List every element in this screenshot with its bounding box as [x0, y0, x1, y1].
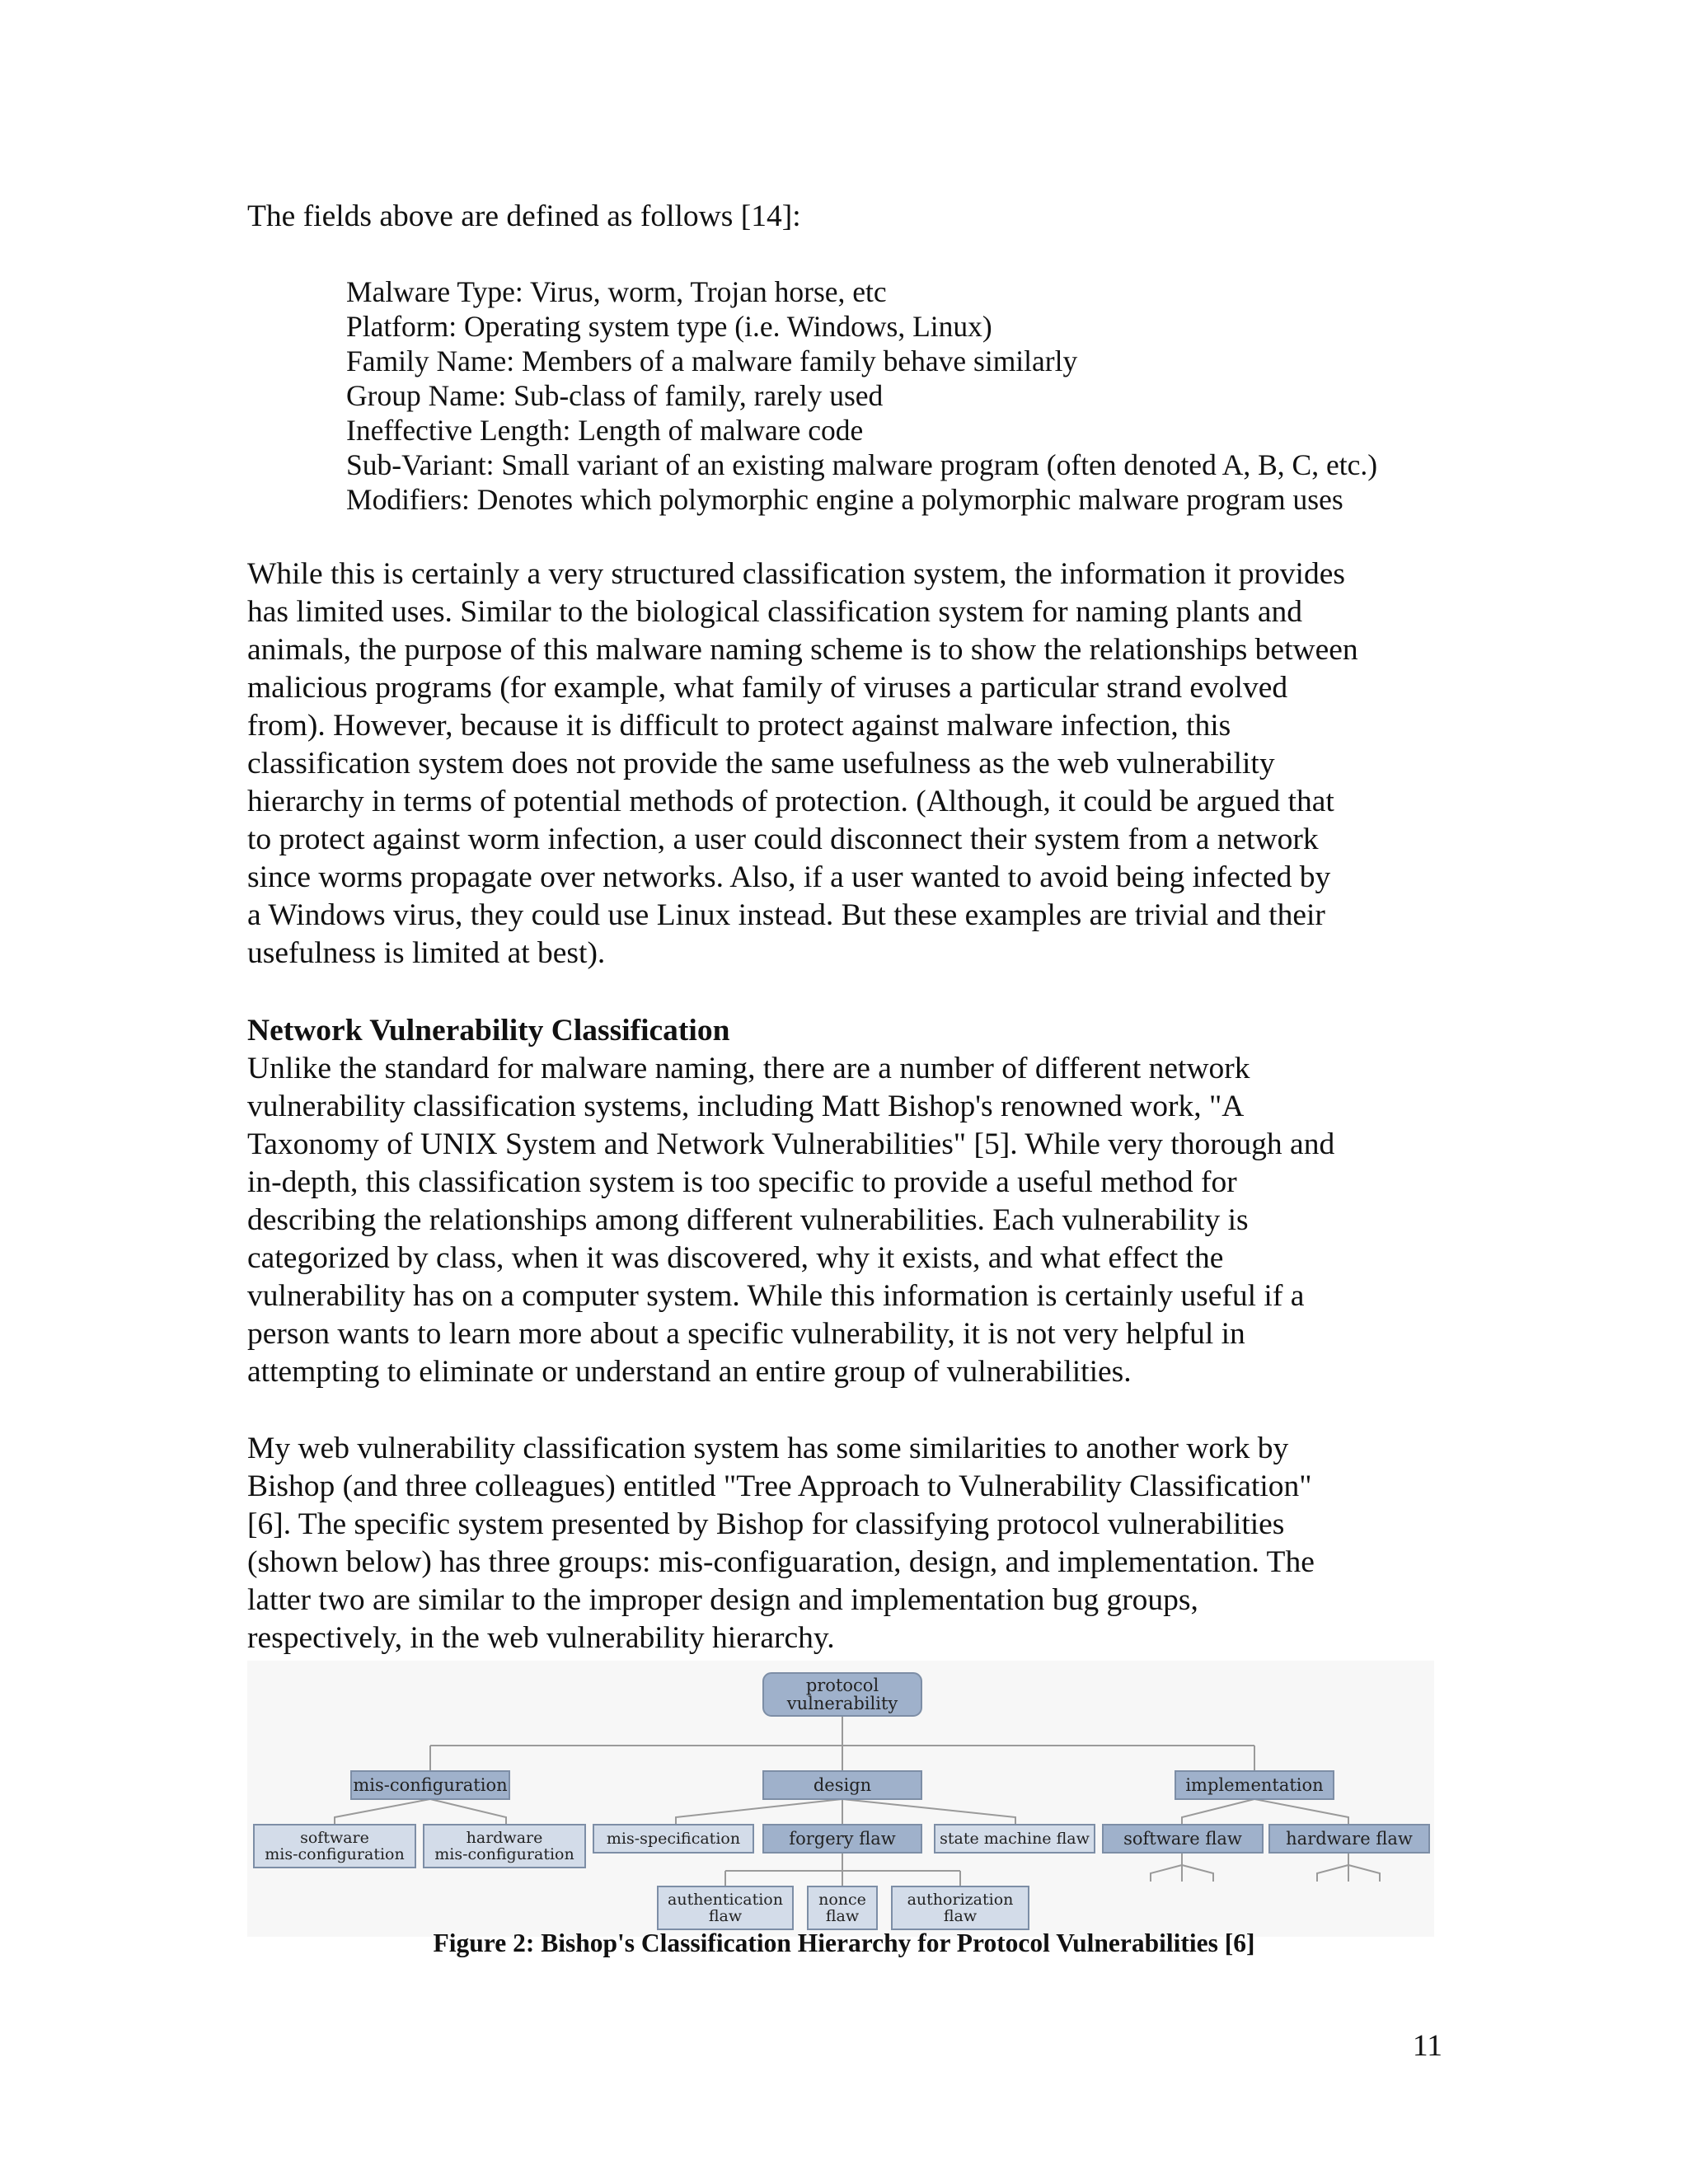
- node-label: mis-specification: [606, 1830, 741, 1848]
- text-line: from). However, because it is difficult to protect against malware infection, this: [247, 709, 1231, 743]
- node-software-mis-configuration: [254, 1825, 415, 1868]
- text-line: a Windows virus, they could use Linux instead. But these examples are trivial and their: [247, 898, 1325, 932]
- text-line: Unlike the standard for malware naming, there are a number of different network: [247, 1052, 1250, 1085]
- tree-diagram: [247, 1661, 1434, 1937]
- node-hardware-flaw: [1269, 1825, 1429, 1853]
- text-line: classification system does not provide the same usefulness as the web vulnerability: [247, 747, 1275, 780]
- node-label: implementation: [1185, 1775, 1324, 1795]
- node-state-machine-flaw: [935, 1825, 1095, 1853]
- text-line: describing the relationships among different vulnerabilities. Each vulnerability is: [247, 1203, 1249, 1237]
- node-label: authorization: [907, 1891, 1014, 1909]
- text-line: attempting to eliminate or understand an entire group of vulnerabilities.: [247, 1355, 1132, 1389]
- text-line: latter two are similar to the improper design and implementation bug groups,: [247, 1583, 1198, 1617]
- edge-software-flaw-stub: [1151, 1853, 1213, 1882]
- node-label: mis-configuration: [353, 1775, 508, 1795]
- node-authentication-flaw: [658, 1886, 793, 1929]
- text-line: hierarchy in terms of potential methods of protection. (Although, it could be argued that: [247, 785, 1334, 818]
- section-heading: Network Vulnerability Classification: [247, 1014, 730, 1047]
- edge-forgery-children: [725, 1853, 960, 1886]
- node-nonce-flaw: [808, 1886, 877, 1929]
- node-label: flaw: [943, 1907, 978, 1925]
- edge-design-children: [676, 1799, 1015, 1825]
- text-line: usefulness is limited at best).: [247, 936, 606, 970]
- text-line: animals, the purpose of this malware naming scheme is to show the relationships between: [247, 633, 1358, 667]
- node-label: design: [813, 1775, 872, 1795]
- node-mis-specification: [593, 1825, 753, 1853]
- node-label: flaw: [825, 1907, 860, 1925]
- node-label: authentication: [668, 1891, 783, 1909]
- text-line: While this is certainly a very structured classification system, the information it provides: [247, 557, 1345, 591]
- node-label: hardware flaw: [1286, 1829, 1413, 1849]
- node-label: mis-configuration: [434, 1845, 574, 1863]
- node-label: hardware: [466, 1829, 543, 1847]
- paragraph-bishop-tree-approach: [247, 1430, 1442, 1657]
- node-label: flaw: [708, 1907, 743, 1925]
- paragraph-malware-classification: [247, 555, 1442, 972]
- definition-sub-variant: Sub-Variant: Small variant of an existing malware program (often denoted A, B, C, etc.): [346, 448, 1378, 481]
- text-line: (shown below) has three groups: mis-configuaration, design, and implementation. The: [247, 1545, 1315, 1579]
- text-line: in-depth, this classification system is too specific to provide a useful method for: [247, 1165, 1237, 1199]
- text-line: person wants to learn more about a specific vulnerability, it is not very helpful in: [247, 1317, 1245, 1351]
- node-hardware-mis-configuration: [424, 1825, 585, 1868]
- node-label: forgery flaw: [789, 1829, 896, 1849]
- edge-misconfig-children: [335, 1799, 506, 1825]
- node-implementation: [1175, 1771, 1334, 1799]
- node-label: mis-configuration: [265, 1845, 405, 1863]
- text-line: since worms propagate over networks. Also, if a user wanted to avoid being infected by: [247, 860, 1331, 894]
- intro-sentence: The fields above are defined as follows [14]:: [247, 199, 801, 233]
- page-number: 11: [1412, 2029, 1442, 2063]
- definition-family-name: Family Name: Members of a malware family behave similarly: [346, 344, 1078, 377]
- definition-platform: Platform: Operating system type (i.e. Windows, Linux): [346, 310, 992, 343]
- text-line: [6]. The specific system presented by Bishop for classifying protocol vulnerabilities: [247, 1507, 1285, 1541]
- text-line: malicious programs (for example, what family of viruses a particular strand evolved: [247, 671, 1288, 705]
- edge-implementation-children: [1182, 1799, 1348, 1825]
- text-line: vulnerability has on a computer system. While this information is certainly useful if a: [247, 1279, 1305, 1313]
- node-label: vulnerability: [786, 1694, 898, 1713]
- node-design: [763, 1771, 921, 1799]
- node-label: protocol: [805, 1675, 879, 1695]
- node-software-flaw: [1103, 1825, 1263, 1853]
- node-protocol-vulnerability: [763, 1673, 921, 1716]
- node-label: software: [300, 1829, 369, 1847]
- text-line: categorized by class, when it was discovered, why it exists, and what effect the: [247, 1241, 1224, 1275]
- edge-root-to-groups: [430, 1716, 1254, 1771]
- field-definitions-list: [346, 274, 1500, 517]
- text-line: vulnerability classification systems, including Matt Bishop's renowned work, "A: [247, 1090, 1245, 1123]
- node-label: nonce: [818, 1891, 866, 1909]
- figure-protocol-vulnerability-tree: [247, 1661, 1434, 1937]
- definition-group-name: Group Name: Sub-class of family, rarely used: [346, 379, 884, 412]
- text-line: to protect against worm infection, a user could disconnect their system from a network: [247, 823, 1319, 856]
- paragraph-network-classification: [247, 1050, 1442, 1391]
- text-line: Bishop (and three colleagues) entitled "Tree Approach to Vulnerability Classification": [247, 1469, 1312, 1503]
- definition-modifiers: Modifiers: Denotes which polymorphic engine a polymorphic malware program uses: [346, 483, 1343, 516]
- text-line: has limited uses. Similar to the biological classification system for naming plants and: [247, 595, 1302, 629]
- text-line: respectively, in the web vulnerability hierarchy.: [247, 1621, 835, 1655]
- edge-hardware-flaw-stub: [1317, 1853, 1380, 1882]
- text-line: Taxonomy of UNIX System and Network Vulnerabilities" [5]. While very thorough and: [247, 1127, 1335, 1161]
- node-label: state machine flaw: [940, 1830, 1090, 1848]
- text-line: My web vulnerability classification system has some similarities to another work by: [247, 1432, 1289, 1465]
- node-mis-configuration: [351, 1771, 509, 1799]
- node-label: software flaw: [1123, 1829, 1242, 1849]
- node-authorization-flaw: [892, 1886, 1029, 1929]
- definition-malware-type: Malware Type: Virus, worm, Trojan horse, etc: [346, 275, 887, 308]
- figure-caption: Figure 2: Bishop's Classification Hierarchy for Protocol Vulnerabilities [6]: [433, 1929, 1255, 1957]
- node-forgery-flaw: [763, 1825, 921, 1853]
- definition-ineffective-length: Ineffective Length: Length of malware code: [346, 414, 864, 447]
